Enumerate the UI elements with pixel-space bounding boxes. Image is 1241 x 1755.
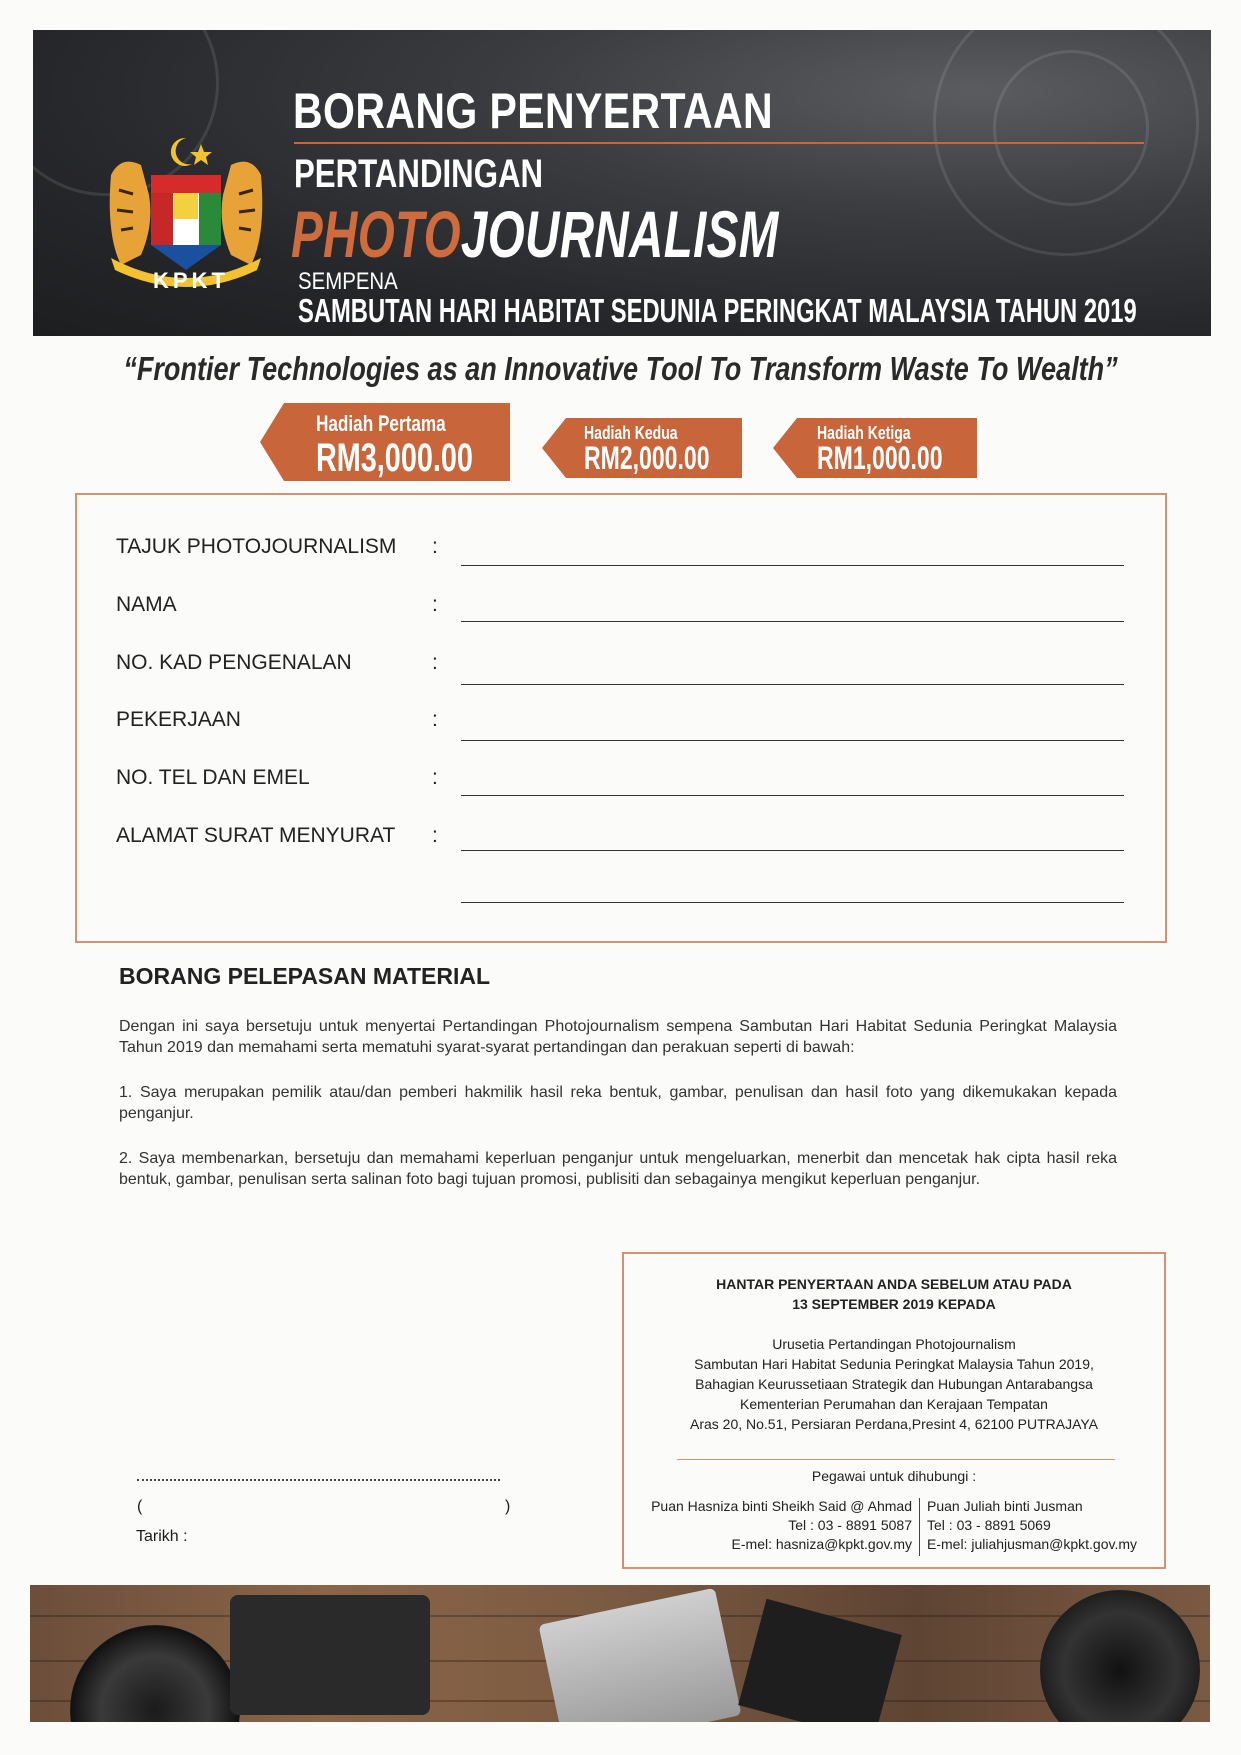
contact-2-email: E-mel: juliahjusman@kpkt.gov.my: [927, 1536, 1138, 1552]
contact-1-email: E-mel: hasniza@kpkt.gov.my: [731, 1536, 912, 1552]
deadline-date: 13 SEPTEMBER 2019 KEPADA: [792, 1296, 996, 1312]
field-line-occupation[interactable]: [461, 740, 1124, 741]
header-banner: [33, 30, 1211, 336]
signature-line[interactable]: [137, 1479, 500, 1481]
competition-label: PERTANDINGAN: [294, 152, 544, 196]
contact-1-name: Puan Hasniza binti Sheikh Said @ Ahmad: [651, 1498, 912, 1514]
contact-heading: Pegawai untuk dihubungi :: [811, 1468, 977, 1484]
event-title: SAMBUTAN HARI HABITAT SEDUNIA PERINGKAT MALAYSIA TAHUN 2019: [298, 292, 1137, 329]
field-colon: :: [432, 766, 438, 789]
camera-body-photo: [230, 1595, 430, 1715]
camera-lens-photo-right: [1040, 1590, 1200, 1722]
film-roll-photo: [738, 1599, 902, 1722]
field-line-contact[interactable]: [461, 795, 1124, 796]
date-label: Tarikh :: [136, 1528, 188, 1545]
prize-label: Hadiah Kedua: [584, 423, 678, 443]
address-line: Urusetia Pertandingan Photojournalism: [772, 1336, 1016, 1352]
sempena-label: SEMPENA: [298, 268, 398, 295]
competition-name-journalism: JOURNALISM: [460, 197, 779, 271]
camera-lens-photo: [70, 1625, 240, 1722]
prize-first: [284, 403, 510, 481]
address-line: Kementerian Perumahan dan Kerajaan Tempatan: [740, 1396, 1048, 1412]
prize-amount: RM2,000.00: [584, 440, 710, 476]
field-colon: :: [432, 824, 438, 847]
divider: [677, 1459, 1115, 1460]
address-line: Sambutan Hari Habitat Sedunia Peringkat Malaysia Tahun 2019,: [694, 1356, 1094, 1372]
form-title: BORANG PENYERTAAN: [293, 83, 774, 139]
contact-divider: [919, 1498, 920, 1556]
deadline-heading: HANTAR PENYERTAAN ANDA SEBELUM ATAU PADA: [716, 1276, 1072, 1292]
address-line: Aras 20, No.51, Persiaran Perdana,Presint 4, 62100 PUTRAJAYA: [689, 1416, 1099, 1432]
field-line-title[interactable]: [461, 565, 1124, 566]
submission-info-box: [622, 1252, 1166, 1569]
silver-camera-photo: [538, 1588, 741, 1722]
title-divider: [294, 142, 1144, 144]
prize-label: Hadiah Ketiga: [817, 423, 911, 443]
signature-name-close: ): [505, 1498, 511, 1515]
field-label-address: ALAMAT SURAT MENYURAT: [116, 824, 396, 847]
field-line-address-2[interactable]: [461, 902, 1124, 903]
prize-amount: RM1,000.00: [817, 440, 943, 476]
field-label-contact: NO. TEL DAN EMEL: [116, 766, 310, 789]
prize-second: [566, 418, 742, 478]
field-colon: :: [432, 708, 438, 731]
release-point-1: 1. Saya merupakan pemilik atau/dan pemberi hakmilik hasil reka bentuk, gambar, penulisan dan hasil foto yang dikemukakan kepada penganjur.: [119, 1084, 1117, 1122]
field-label-ic: NO. KAD PENGENALAN: [116, 651, 352, 674]
signature-name-open: (: [137, 1498, 143, 1515]
theme-quote: “Frontier Technologies as an Innovative Tool To Transform Waste To Wealth”: [123, 350, 1118, 387]
logo-text: KPKT: [153, 268, 229, 293]
prize-third: [797, 418, 977, 478]
competition-name: [291, 196, 779, 272]
release-intro: Dengan ini saya bersetuju untuk menyertai Pertandingan Photojournalism sempena Sambutan Hari Habitat Sedunia Peringkat Malaysia Tahun 2019 dan memahami serta mematuhi syarat-syarat pertandingan dan perakuan seperti di bawah:: [119, 1018, 1117, 1056]
field-line-address[interactable]: [461, 850, 1124, 851]
prize-amount: RM3,000.00: [316, 436, 473, 480]
contact-2-name: Puan Juliah binti Jusman: [927, 1498, 1083, 1514]
field-line-name[interactable]: [461, 621, 1124, 622]
field-line-ic[interactable]: [461, 684, 1124, 685]
field-label-name: NAMA: [116, 593, 177, 616]
release-form-title: BORANG PELEPASAN MATERIAL: [119, 963, 490, 989]
address-line: Bahagian Keurussetiaan Strategik dan Hubungan Antarabangsa: [695, 1376, 1093, 1392]
camera-lens-inner-decoration: [993, 50, 1149, 206]
field-colon: :: [432, 535, 438, 558]
field-colon: :: [432, 651, 438, 674]
prize-label: Hadiah Pertama: [316, 411, 446, 436]
release-point-2: 2. Saya membenarkan, bersetuju dan memahami keperluan penganjur untuk mengeluarkan, menerbit dan mencetak hak cipta hasil reka bentuk, gambar, penulisan serta salinan foto bagi tujuan promosi, publisiti dan sebagainya mengikut keperluan penganjur.: [119, 1150, 1117, 1188]
competition-name-photo: PHOTO: [291, 197, 461, 271]
contact-1-tel: Tel : 03 - 8891 5087: [788, 1517, 912, 1533]
contact-2-tel: Tel : 03 - 8891 5069: [927, 1517, 1051, 1533]
field-label-title: TAJUK PHOTOJOURNALISM: [116, 535, 397, 558]
field-colon: :: [432, 593, 438, 616]
field-label-occupation: PEKERJAAN: [116, 708, 241, 731]
footer-camera-photo: [30, 1585, 1210, 1722]
